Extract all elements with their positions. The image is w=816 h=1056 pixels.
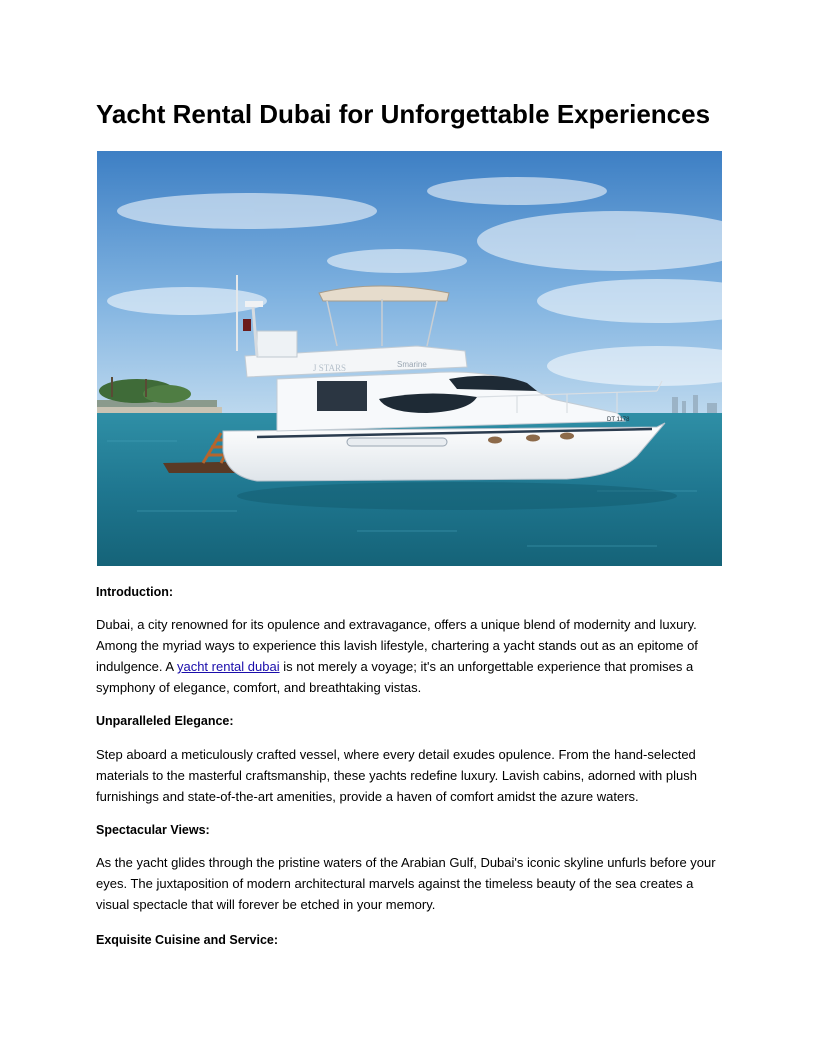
yacht-rental-dubai-link[interactable]: yacht rental dubai — [176, 659, 280, 674]
intro-text-after-link: is not merely a voyage; it's an unforgettable experience that promises a symphony of elegance, comfort, and breathtaking vistas. — [96, 659, 694, 695]
section-body-introduction — [96, 614, 726, 698]
section-heading-cuisine: Exquisite Cuisine and Service: — [96, 933, 279, 947]
section-heading-views: Spectacular Views: — [96, 823, 210, 837]
intro-text-before-link: Dubai, a city renowned for its opulence and extravagance, offers a unique blend of modernity and luxury. Among the myriad ways to experience this lavish lifestyle, chartering a yacht stands out as an epitome of indulgence. A — [96, 617, 698, 674]
section-body-views: As the yacht glides through the pristine waters of the Arabian Gulf, Dubai's iconic skyline unfurls before your eyes. The juxtaposition of modern architectural marvels against the timeless beauty of the sea creates a visual spectacle that will forever be etched in your memory. — [96, 855, 716, 912]
yacht-name-text: J STARS — [313, 363, 347, 373]
section-heading-elegance: Unparalleled Elegance: — [96, 714, 234, 728]
yacht-brand-text: Smarine — [397, 360, 427, 369]
section-heading-introduction: Introduction: — [96, 585, 174, 599]
yacht-photo — [97, 151, 722, 566]
page-title: Yacht Rental Dubai for Unforgettable Experiences — [96, 99, 711, 129]
section-body-elegance: Step aboard a meticulously crafted vessel, where every detail exudes opulence. From the hand-selected materials to the masterful craftsmanship, these yachts redefine luxury. Lavish cabins, adorned with plush furnishings and state-of-the-art amenities, provide a haven of comfort amidst the azure waters. — [96, 747, 697, 804]
yacht-registration-text: DT 1178 — [607, 417, 630, 423]
